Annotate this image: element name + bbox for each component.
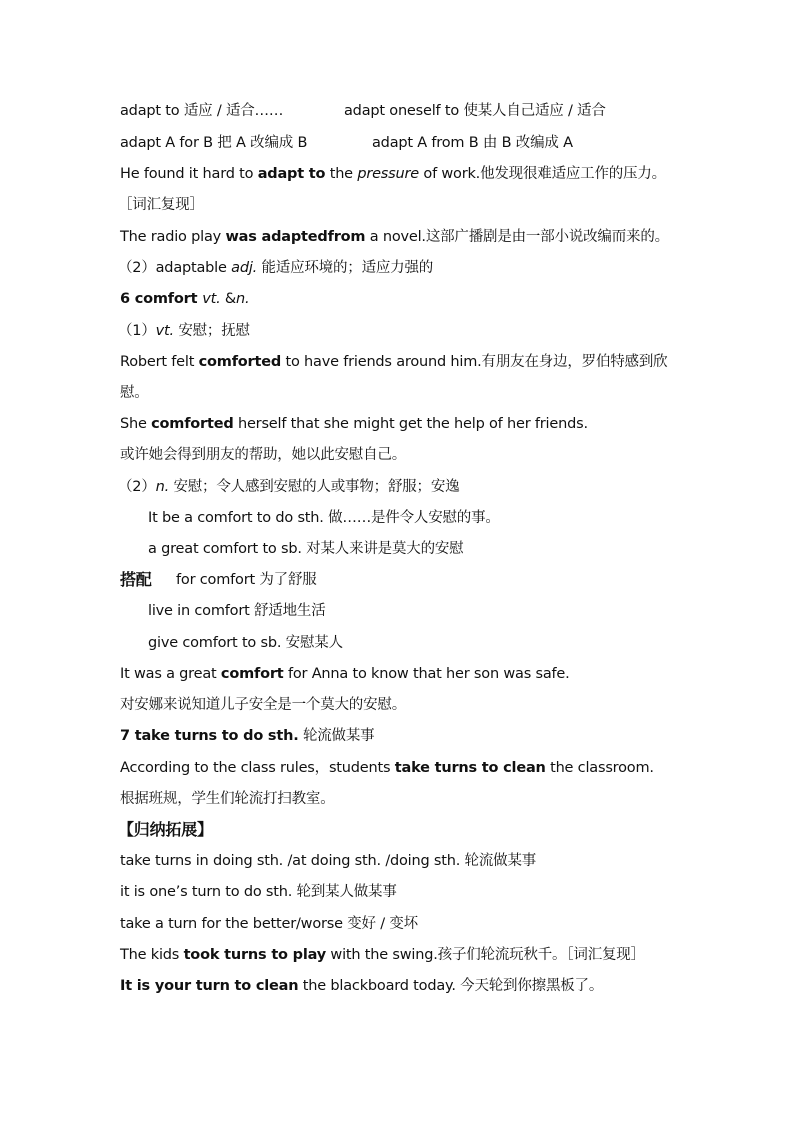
collocation-label: 搭配 bbox=[120, 570, 152, 589]
line-adapt-to bbox=[120, 100, 283, 122]
text: She bbox=[120, 416, 152, 432]
text: a novel.这部广播剧是由一部小说改编而来的。 bbox=[365, 229, 669, 245]
italic-text: vt. bbox=[155, 323, 174, 339]
phrase-adapt-oneself: adapt oneself to 使某人自己适应 / 适合 bbox=[344, 103, 606, 119]
phrase-give-comfort: give comfort to sb. 安慰某人 bbox=[148, 635, 343, 651]
text: 能适应环境的；适应力强的 bbox=[257, 260, 434, 276]
bold-text: was adaptedfrom bbox=[225, 229, 366, 245]
italic-text: adj. bbox=[231, 260, 258, 276]
bold-text: comfort bbox=[220, 666, 284, 682]
text: 安慰；抚慰 bbox=[173, 323, 250, 339]
text: the blackboard today. 今天轮到你擦黑板了。 bbox=[298, 978, 604, 994]
example-class-rules-translation: 根据班规，学生们轮流打扫教室。 bbox=[120, 791, 335, 807]
phrase-take-turns-variants: take turns in doing sth. /at doing sth. /doing sth. 轮流做某事 bbox=[120, 853, 537, 869]
example-anna-translation: 对安娜来说知道儿子安全是一个莫大的安慰。 bbox=[120, 697, 406, 713]
phrase-turn-better-worse: take a turn for the better/worse 变好 / 变坏 bbox=[120, 916, 418, 932]
example-she-translation: 或许她会得到朋友的帮助，她以此安慰自己。 bbox=[120, 447, 406, 463]
bold-text: took turns to play bbox=[183, 947, 327, 963]
bold-text: comforted bbox=[198, 354, 282, 370]
text: Robert felt bbox=[120, 354, 199, 370]
heading-comfort bbox=[120, 288, 249, 310]
bold-text: 7 take turns to do sth. bbox=[120, 728, 299, 744]
text: The radio play bbox=[120, 229, 226, 245]
text: of work.他发现很难适应工作的压力。 bbox=[418, 166, 666, 182]
example-blackboard bbox=[120, 975, 603, 997]
text: （2）adaptable bbox=[118, 260, 232, 276]
phrase-for-comfort: for comfort 为了舒服 bbox=[176, 572, 317, 588]
text: & bbox=[220, 291, 237, 307]
text: （1） bbox=[118, 323, 156, 339]
text: 轮流做某事 bbox=[298, 728, 375, 744]
italic-text: vt. bbox=[202, 291, 221, 307]
text: The kids bbox=[120, 947, 184, 963]
text: According to the class rules，students bbox=[120, 760, 395, 776]
bold-text: comforted bbox=[151, 416, 234, 432]
text: He found it hard to bbox=[120, 166, 258, 182]
collocation-row bbox=[120, 569, 152, 591]
phrase-ones-turn: it is one’s turn to do sth. 轮到某人做某事 bbox=[120, 884, 397, 900]
bold-text: 6 comfort bbox=[120, 291, 203, 307]
example-robert-cont: 慰。 bbox=[120, 385, 149, 401]
phrase-live-in-comfort: live in comfort 舒适地生活 bbox=[148, 603, 326, 619]
section-summary-heading: 【归纳拓展】 bbox=[118, 820, 213, 839]
bold-text: take turns to clean bbox=[394, 760, 546, 776]
italic-text: pressure bbox=[357, 166, 419, 182]
text: 安慰；令人感到安慰的人或事物；舒服；安逸 bbox=[169, 479, 460, 495]
text: the bbox=[325, 166, 358, 182]
text: with the swing.孩子们轮流玩秋千。［词汇复现］ bbox=[326, 947, 645, 963]
italic-text: n. bbox=[236, 291, 250, 307]
example-class-rules bbox=[120, 757, 654, 779]
example-kids-swing bbox=[120, 944, 645, 966]
italic-text: n. bbox=[155, 479, 170, 495]
comfort-n-definition bbox=[118, 476, 459, 498]
heading-take-turns bbox=[120, 725, 374, 747]
adaptable-definition bbox=[118, 257, 433, 279]
text: （2） bbox=[118, 479, 156, 495]
phrase-great-comfort: a great comfort to sb. 对某人来讲是莫大的安慰 bbox=[148, 541, 464, 557]
comfort-vt-definition bbox=[118, 320, 250, 342]
phrase-adapt-for: adapt A for B 把 A 改编成 B bbox=[120, 135, 308, 151]
text: to have friends around him.有朋友在身边，罗伯特感到欣 bbox=[281, 354, 668, 370]
text: for Anna to know that her son was safe. bbox=[283, 666, 570, 682]
bold-text: adapt to bbox=[257, 166, 326, 182]
example-radio-play bbox=[120, 226, 669, 248]
example-she-comforted bbox=[120, 413, 588, 435]
example-robert bbox=[120, 351, 667, 373]
example-adapt-to-pressure bbox=[120, 163, 666, 185]
phrase-adapt-from: adapt A from B 由 B 改编成 A bbox=[372, 135, 573, 151]
phrase-it-be-a-comfort: It be a comfort to do sth. 做……是件令人安慰的事。 bbox=[148, 510, 500, 526]
example-anna bbox=[120, 663, 570, 685]
text: the classroom. bbox=[545, 760, 654, 776]
text: It was a great bbox=[120, 666, 221, 682]
text: herself that she might get the help of her friends. bbox=[233, 416, 588, 432]
vocab-review-tag: ［词汇复现］ bbox=[118, 197, 204, 213]
phrase-adapt-to: adapt to 适应 / 适合…… bbox=[120, 103, 284, 119]
bold-text: It is your turn to clean bbox=[120, 978, 299, 994]
